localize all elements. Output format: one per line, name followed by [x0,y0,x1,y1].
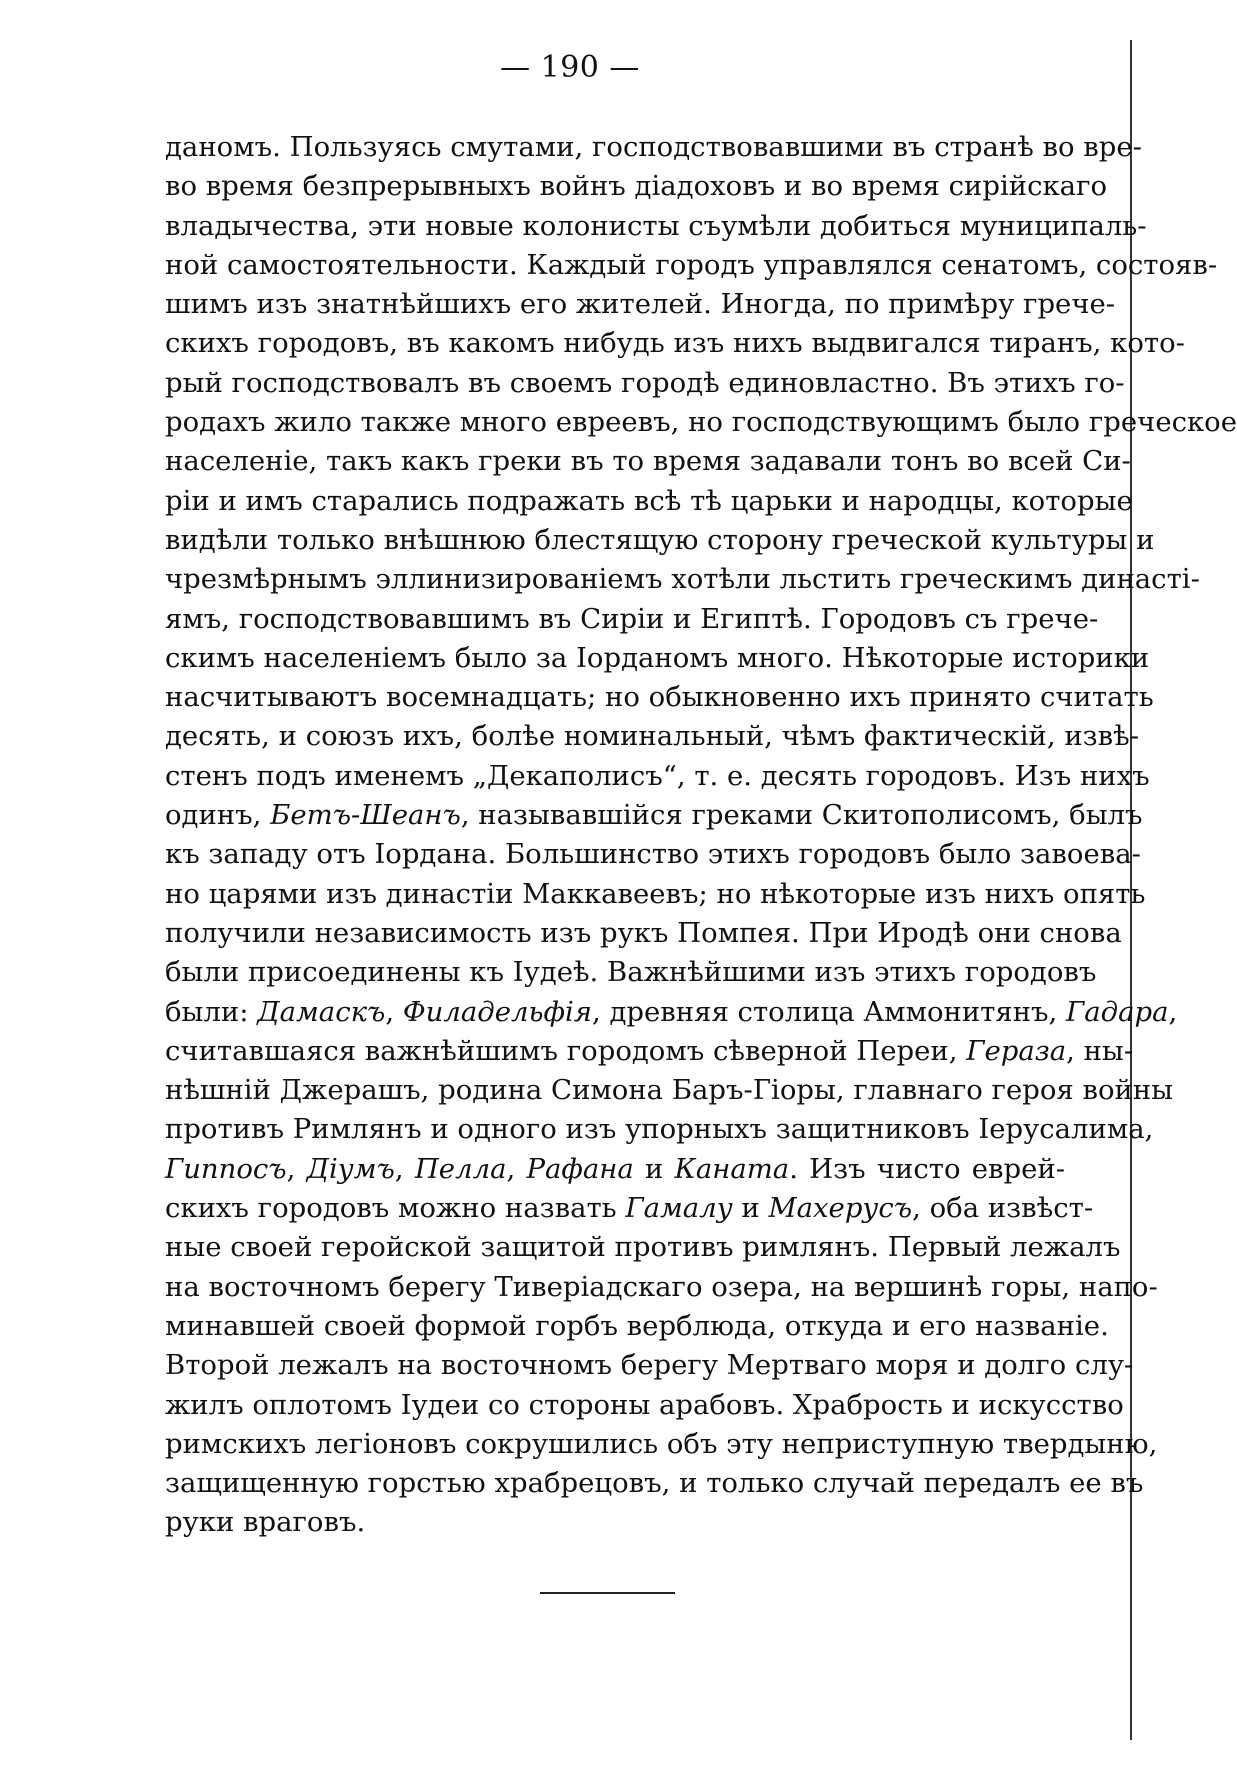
text-segment: , [385,995,403,1028]
italic-place-name: Діумъ [306,1152,395,1185]
text-segment: скихъ городовъ, въ какомъ нибудь изъ нихъ выдвигался тиранъ, кото- [165,327,1185,360]
text-line [165,1189,1094,1228]
text-segment: , [1168,995,1178,1028]
text-line [165,875,1146,914]
text-segment: ной самостоятельности. Каждый городъ управлялся сенатомъ, состояв- [165,248,1218,281]
italic-place-name: Дамаскъ [257,995,386,1028]
italic-place-name: Каната [674,1152,790,1185]
text-line [165,403,1237,442]
italic-place-name: Бетъ-Шеанъ [270,799,461,832]
text-segment: ямъ, господствовавшимъ въ Сиріи и Египтѣ. Городовъ съ грече- [165,602,1099,635]
text-segment: десять, и союзъ ихъ, болѣе номинальный, чѣмъ фактическій, извѣ- [165,720,1140,753]
text-segment: рый господствовалъ въ своемъ городѣ единовластно. Въ этихъ го- [165,366,1125,399]
text-segment: во время безпрерывныхъ войнъ діадоховъ и во время сирійскаго [165,170,1108,203]
text-line [165,1386,1124,1425]
italic-place-name: Филадельфія [402,995,593,1028]
italic-place-name: Махерусъ [768,1192,913,1225]
text-line [165,717,1140,756]
text-segment: , [394,1152,415,1185]
text-line [165,1425,1158,1464]
text-line [165,1346,1134,1385]
text-line [165,1228,1121,1267]
text-segment: населеніе, такъ какъ греки въ то время задавали тонъ во всей Си- [165,445,1131,478]
text-line [165,757,1150,796]
text-segment: , называвшійся греками Скитополисомъ, былъ [460,799,1143,832]
text-line [165,324,1185,363]
text-line [165,1150,1065,1189]
text-segment: , ны- [1066,1034,1134,1067]
text-segment: Второй лежалъ на восточномъ берегу Мертваго моря и долго слу- [165,1349,1134,1382]
italic-place-name: Гамалу [625,1192,733,1225]
text-line [165,914,1122,953]
text-line [165,1071,1174,1110]
text-segment: и [633,1152,675,1185]
text-segment: , древняя столица Аммонитянъ, [592,995,1067,1028]
italic-place-name: Гераза [966,1034,1067,1067]
text-line [165,1032,1134,1071]
text-segment: скимъ населеніемъ было за Іорданомъ много. Нѣкоторые историки [165,641,1150,674]
text-segment: нѣшній Джерашъ, родина Симона Баръ-Гіоры, главнаго героя войны [165,1074,1174,1107]
text-segment: , [506,1152,527,1185]
text-segment: , оба извѣст- [912,1192,1094,1225]
text-line [165,678,1154,717]
text-line [165,207,1147,246]
text-segment: считавшаяся важнѣйшимъ городомъ сѣверной Переи, [165,1034,967,1067]
text-segment: видѣли только внѣшнюю блестящую сторону греческой культуры и [165,523,1155,556]
text-segment: ріи и имъ старались подражать всѣ тѣ царьки и народцы, которые [165,484,1133,517]
text-line [165,128,1142,167]
text-segment: были: [165,995,258,1028]
italic-place-name: Гадара [1066,995,1169,1028]
text-segment: но царями изъ династіи Маккавеевъ; но нѣкоторые изъ нихъ опять [165,877,1146,910]
text-line [165,246,1218,285]
text-segment: жилъ оплотомъ Іудеи со стороны арабовъ. Храбрость и искусство [165,1388,1124,1421]
text-line [165,796,1143,835]
end-rule [540,1592,675,1594]
italic-place-name: Рафана [526,1152,634,1185]
text-segment: даномъ. Пользуясь смутами, господствовавшими въ странѣ во вре- [165,131,1142,163]
text-line [165,953,1097,992]
text-line [165,285,1116,324]
text-segment: владычества, эти новые колонисты съумѣли добиться муниципаль- [165,209,1147,242]
italic-place-name: Гиппосъ [165,1152,287,1185]
text-line [165,521,1155,560]
text-segment: къ западу отъ Іордана. Большинство этихъ городовъ было завоева- [165,838,1141,871]
body-text [165,128,1237,1543]
text-segment: насчитываютъ восемнадцать; но обыкновенно ихъ принято считать [165,681,1154,714]
text-line [165,442,1131,481]
text-segment: ные своей геройской защитой противъ римлянъ. Первый лежалъ [165,1231,1121,1264]
text-line [165,1268,1158,1307]
text-line [165,993,1178,1032]
page-number: — 190 — [500,50,640,85]
text-line [165,1307,1109,1346]
text-segment: минавшей своей формой горбъ верблюда, откуда и его названіе. [165,1309,1109,1342]
text-segment: , [286,1152,307,1185]
text-line [165,1110,1154,1149]
text-segment: руки враговъ. [165,1506,366,1539]
text-segment: стенъ подъ именемъ „Декаполисъ“, т. е. десять городовъ. Изъ нихъ [165,759,1150,792]
text-segment: одинъ, [165,799,271,832]
text-segment: . Изъ чисто еврей- [789,1152,1066,1185]
text-segment: римскихъ легіоновъ сокрушились объ эту неприступную твердыню, [165,1427,1158,1460]
text-segment: шимъ изъ знатнѣйшихъ его жителей. Иногда, по примѣру грече- [165,288,1116,321]
text-line [165,1503,1065,1542]
text-line [165,364,1125,403]
text-segment: защищенную горстью храбрецовъ, и только случай передалъ ее въ [165,1467,1144,1500]
text-segment: получили независимость изъ рукъ Помпея. При Иродѣ они снова [165,916,1122,949]
text-line [165,835,1141,874]
text-line [165,639,1150,678]
text-segment: на восточномъ берегу Тиверіадскаго озера, на вершинѣ горы, напо- [165,1270,1158,1303]
text-segment: скихъ городовъ можно назвать [165,1192,626,1225]
italic-place-name: Пелла [414,1152,507,1185]
text-line [165,560,1200,599]
text-line [165,482,1133,521]
text-line [165,167,1108,206]
text-segment: родахъ жило также много евреевъ, но господствующимъ было греческое [165,406,1237,439]
text-segment: были присоединены къ Іудеѣ. Важнѣйшими изъ этихъ городовъ [165,956,1097,989]
text-segment: чрезмѣрнымъ эллинизированіемъ хотѣли льстить греческимъ династі- [165,563,1200,596]
text-segment: и [732,1192,769,1225]
text-line [165,1464,1144,1503]
text-segment: противъ Римлянъ и одного изъ упорныхъ защитниковъ Іерусалима, [165,1113,1154,1146]
text-line [165,600,1099,639]
